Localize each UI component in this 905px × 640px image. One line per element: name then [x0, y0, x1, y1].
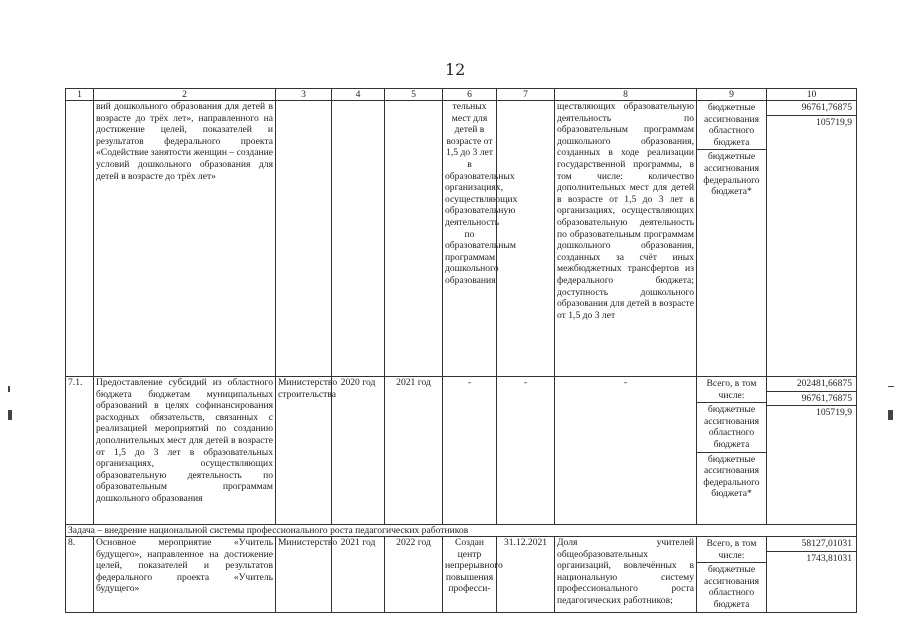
col-num-2: 2	[94, 89, 276, 101]
scan-mark-left	[8, 410, 12, 420]
end-year: 2021 год	[385, 377, 443, 525]
table-row-7-1	[66, 377, 857, 525]
col-num-6: 6	[443, 89, 497, 101]
funding-source: бюджетные ассигнования федерального бюджета*	[703, 453, 760, 500]
funding-amount: 96761,76875	[767, 101, 856, 116]
col-num-10: 10	[767, 89, 857, 101]
activity-description: Основное мероприятие «Учитель будущего», направленное на достижение целей, показателей и результатов федерального проекта «Учитель будущего»	[94, 537, 276, 613]
funding-source: Всего, в том числе:	[697, 377, 766, 403]
funding-amount: 96761,76875	[767, 392, 856, 407]
table-row-continued	[66, 101, 857, 377]
funding-sources	[697, 537, 767, 613]
funding-sources	[697, 101, 767, 377]
funding-amount: 202481,66875	[767, 377, 856, 392]
col-num-4: 4	[332, 89, 385, 101]
result-description: -	[443, 377, 497, 525]
activity-description: Предоставление субсидий из областного бюджета бюджетам муниципальных образований в целях софинансирования расходных обязательств, связанных с реализацией мероприятий по созданию дополнительных мест для детей в возрасте от 1,5 до 3 лет в образовательных организациях, осуществляющих образовательную деятельность по образовательным программам дошкольного образования	[94, 377, 276, 525]
col-num-1: 1	[66, 89, 94, 101]
funding-amount: 105719,9	[816, 116, 852, 128]
result-date: -	[497, 377, 555, 525]
responsible-executor: Министерство строительства	[276, 377, 332, 525]
funding-amount: 58127,01031	[767, 537, 856, 552]
row-number: 7.1.	[66, 377, 94, 525]
scan-mark-left	[8, 386, 10, 392]
funding-source: бюджетные ассигнования областного бюджета	[703, 564, 760, 610]
funding-amount: 105719,9	[816, 407, 852, 419]
funding-source: бюджетные ассигнования областного бюджета	[697, 403, 766, 452]
task-row	[66, 525, 857, 537]
col-num-7: 7	[497, 89, 555, 101]
funding-amounts	[767, 377, 857, 525]
result-date: 31.12.2021	[497, 537, 555, 613]
scan-mark-right	[888, 386, 894, 387]
funding-amounts	[767, 537, 857, 613]
responsible-executor: Министерство	[276, 537, 332, 613]
funding-source: Всего, в том числе:	[697, 537, 766, 563]
col-num-5: 5	[385, 89, 443, 101]
scan-mark-right	[888, 410, 893, 420]
funding-amount: 1743,81031	[806, 552, 852, 564]
funding-amounts	[767, 101, 857, 377]
result-description: Создан центр непрерывного повышения професси-	[443, 537, 497, 613]
table-row-8	[66, 537, 857, 613]
indicator-description: -	[555, 377, 697, 525]
result-description: тельных мест для детей в возрасте от 1,5 до 3 лет в образовательных организациях, осуществляющих образовательную деятельность по образовательным программам дошкольного образования	[443, 101, 497, 377]
end-year: 2022 год	[385, 537, 443, 613]
task-heading: Задача – внедрение национальной системы профессионального роста педагогических работников	[66, 525, 857, 537]
funding-sources	[697, 377, 767, 525]
indicator-description: ществляющих образовательную деятельность по образовательным программам дошкольного образования, созданных в ходе реализации государственной программы, в том числе: количество дополнительных мест для детей в возрасте от 1,5 до 3 лет в организациях, осуществляющих образовательную деятельность по образовательным программам дошкольного образования, созданных за счёт иных межбюджетных трансфертов из федерального бюджета; доступность дошкольного образования для детей в возрасте от 1,5 до 3 лет	[555, 101, 697, 377]
row-number: 8.	[66, 537, 94, 613]
funding-source: бюджетные ассигнования областного бюджета	[697, 101, 766, 150]
program-table	[65, 88, 857, 613]
indicator-description: Доля учителей общеобразовательных организаций, вовлечённых в национальную систему профессионального роста педагогических работников;	[555, 537, 697, 613]
col-num-9: 9	[697, 89, 767, 101]
funding-source: бюджетные ассигнования федерального бюджета*	[703, 151, 760, 198]
activity-description: вий дошкольного образования для детей в возрасте до трёх лет», направленного на достижение целей, показателей и результатов федерального проекта «Содействие занятости женщин – создание условий дошкольного образования для детей в возрасте до трёх лет»	[94, 101, 276, 377]
col-num-8: 8	[555, 89, 697, 101]
col-num-3: 3	[276, 89, 332, 101]
column-number-row	[66, 89, 857, 101]
start-year: 2020 год	[332, 377, 385, 525]
page-number: 12	[445, 60, 466, 79]
start-year: 2021 год	[332, 537, 385, 613]
